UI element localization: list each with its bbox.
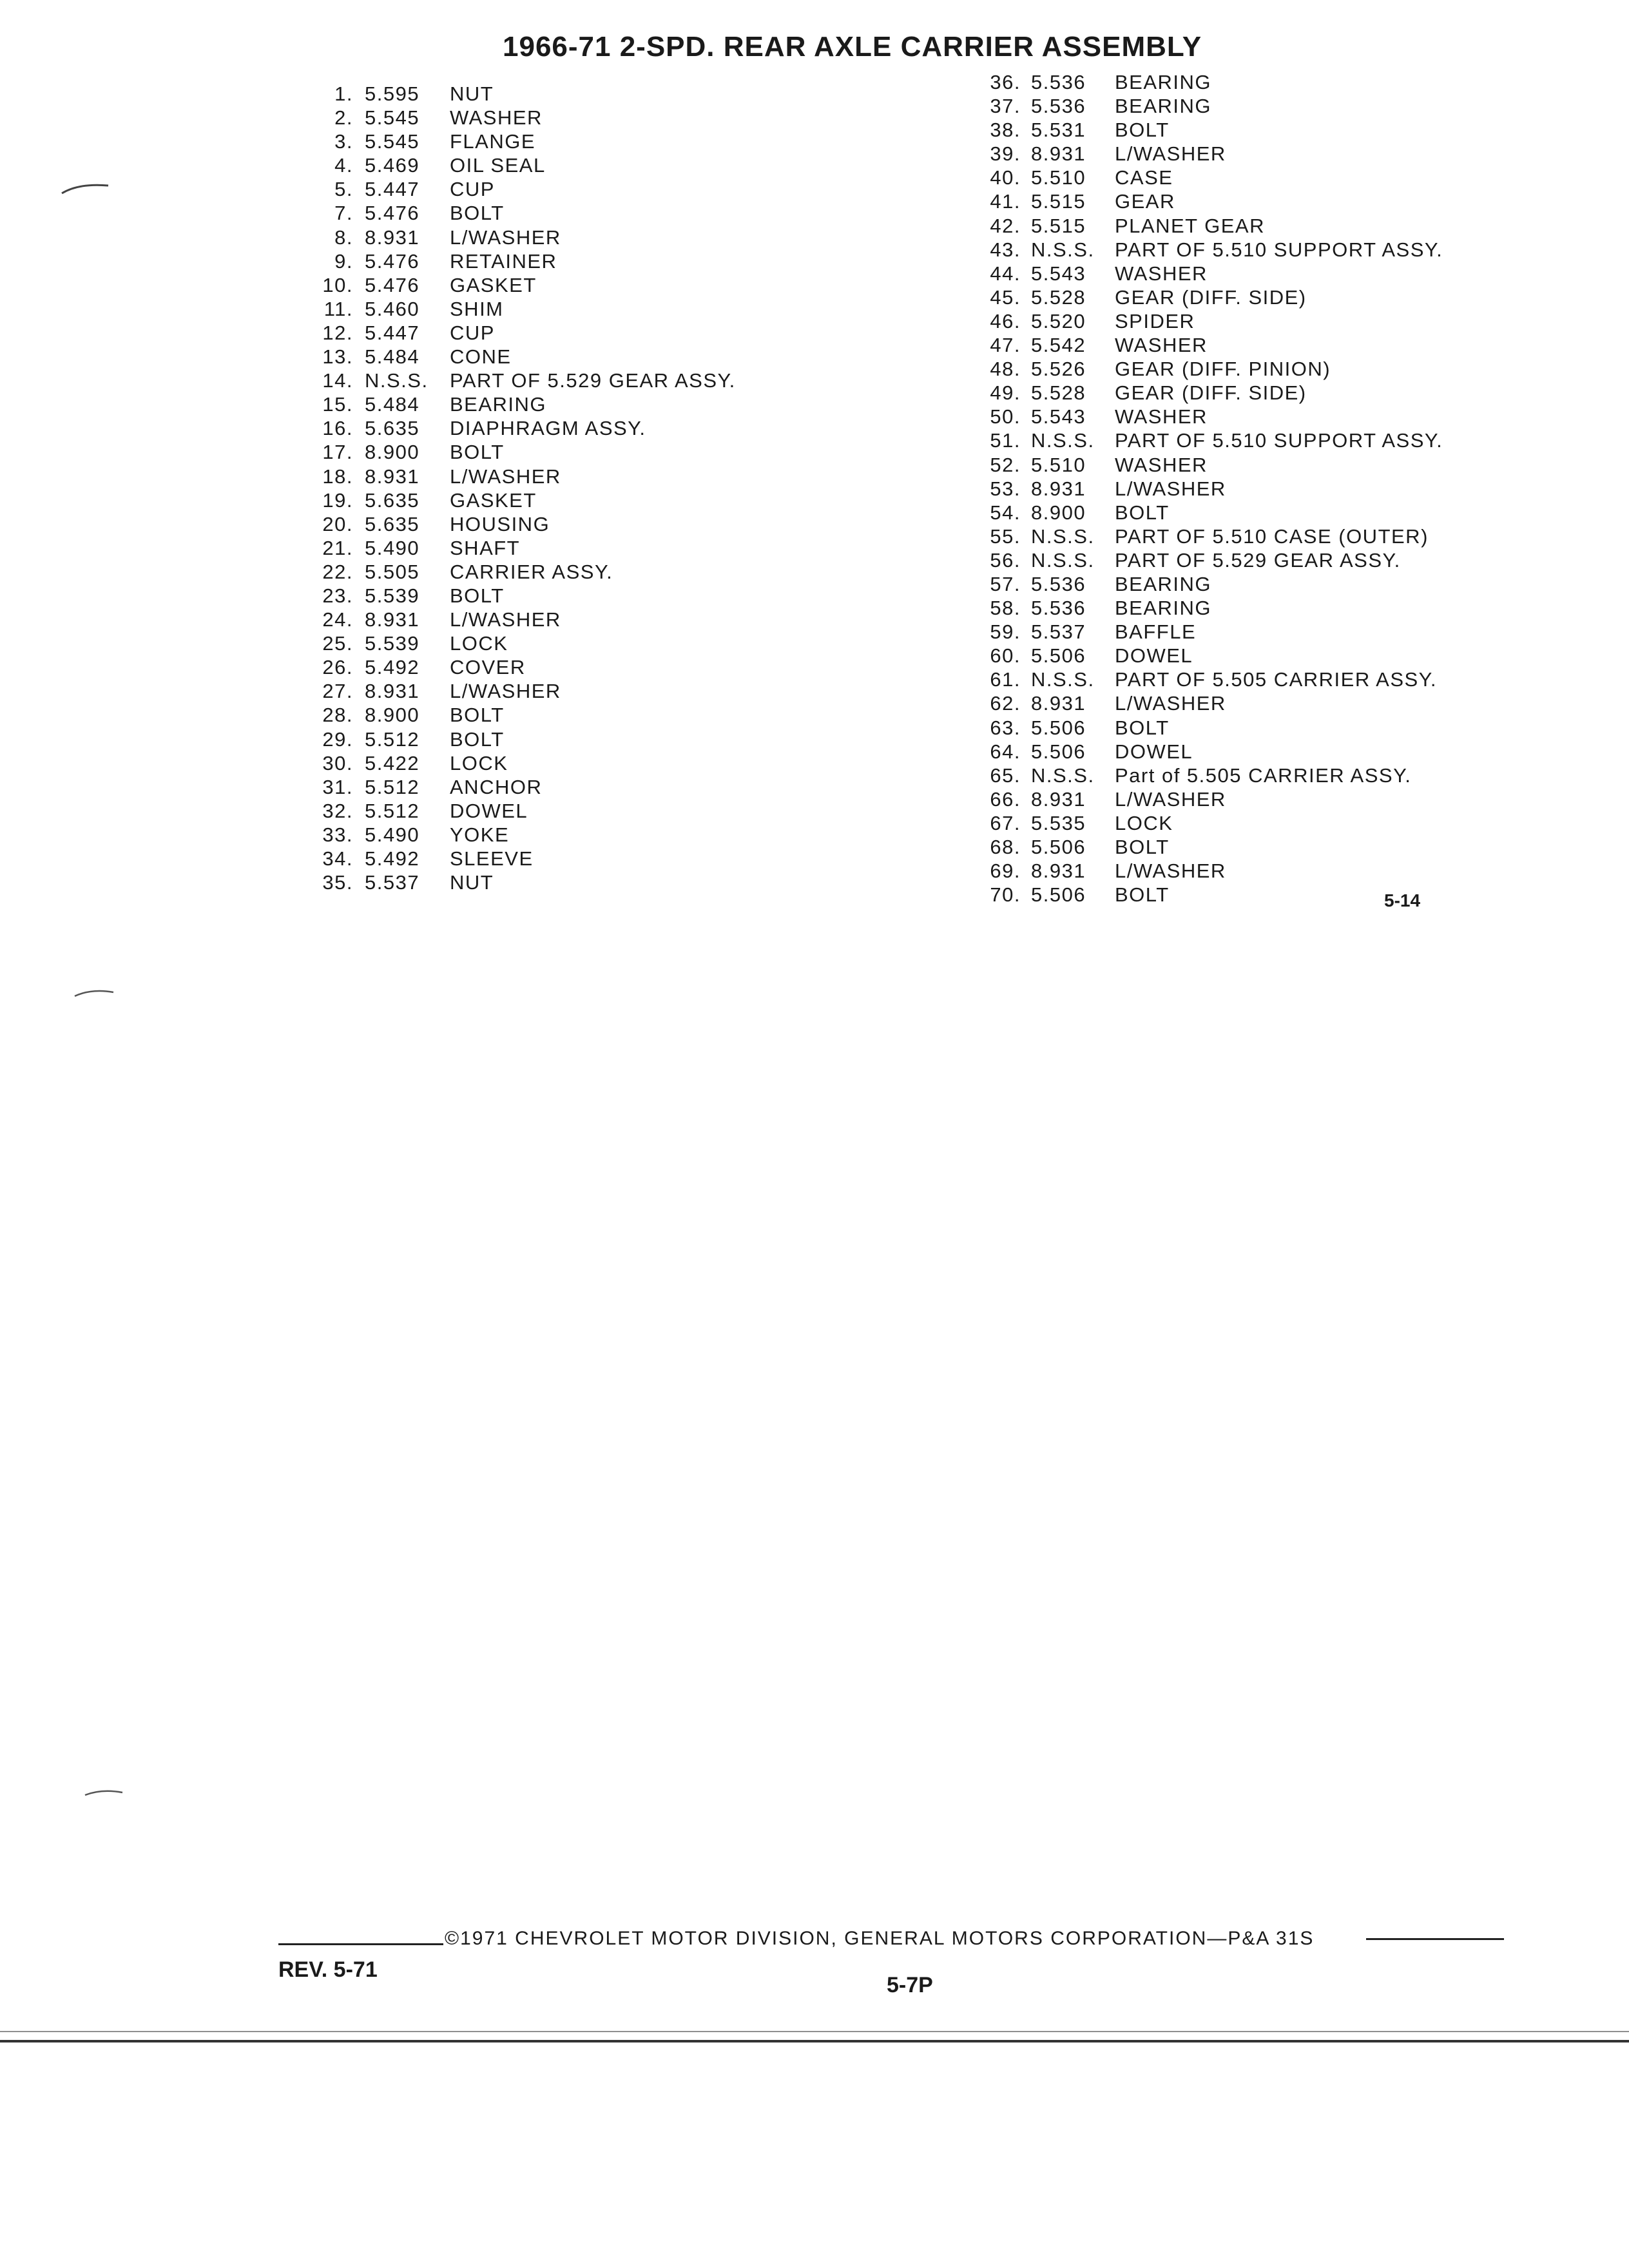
part-code: 5.536 bbox=[1031, 572, 1086, 595]
revision-label: REV. 5-71 bbox=[278, 1957, 378, 1982]
part-code: 5.537 bbox=[365, 871, 420, 894]
part-code: 8.931 bbox=[365, 226, 420, 249]
part-number: 50. bbox=[990, 405, 1021, 428]
part-code: N.S.S. bbox=[365, 369, 429, 392]
part-number: 48. bbox=[990, 358, 1021, 381]
part-code: 5.635 bbox=[365, 488, 420, 512]
part-code: 5.526 bbox=[1031, 358, 1086, 381]
part-code: 8.931 bbox=[1031, 692, 1086, 715]
part-code: 8.931 bbox=[365, 680, 420, 703]
part-description: DOWEL bbox=[1115, 740, 1193, 763]
part-code: 5.506 bbox=[1031, 883, 1086, 907]
part-number: 12. bbox=[322, 321, 353, 344]
part-number: 45. bbox=[990, 285, 1021, 309]
part-code: 5.535 bbox=[1031, 811, 1086, 834]
part-code: 5.539 bbox=[365, 584, 420, 607]
part-number: 46. bbox=[990, 309, 1021, 332]
part-code: 8.931 bbox=[1031, 477, 1086, 500]
part-code: N.S.S. bbox=[1031, 524, 1095, 548]
part-number: 3. bbox=[334, 130, 353, 153]
part-code: N.S.S. bbox=[1031, 668, 1095, 691]
part-code: 5.510 bbox=[1031, 453, 1086, 476]
part-code: 8.900 bbox=[1031, 501, 1086, 524]
part-number: 17. bbox=[322, 441, 353, 464]
part-number: 4. bbox=[334, 154, 353, 177]
part-number: 38. bbox=[990, 119, 1021, 142]
part-number: 19. bbox=[322, 488, 353, 512]
part-number: 11. bbox=[323, 297, 353, 320]
footer-rule-right bbox=[1366, 1938, 1504, 1940]
part-number: 23. bbox=[322, 584, 353, 607]
part-code: 5.539 bbox=[365, 632, 420, 655]
part-code: 8.900 bbox=[365, 441, 420, 464]
part-number: 62. bbox=[990, 692, 1021, 715]
part-number: 14. bbox=[322, 369, 353, 392]
part-code: 5.476 bbox=[365, 249, 420, 273]
part-code: 5.490 bbox=[365, 536, 420, 559]
part-code: 5.531 bbox=[1031, 119, 1086, 142]
part-description: BEARING bbox=[1115, 71, 1212, 93]
part-number: 69. bbox=[990, 860, 1021, 883]
part-description: BOLT bbox=[450, 704, 505, 727]
part-description: BOLT bbox=[450, 727, 505, 751]
part-description: BEARING bbox=[450, 393, 547, 416]
part-description: CUP bbox=[450, 321, 495, 344]
part-number: 21. bbox=[322, 536, 353, 559]
part-number: 64. bbox=[990, 740, 1021, 763]
part-code: 8.931 bbox=[1031, 787, 1086, 811]
copyright-notice: ©1971 CHEVROLET MOTOR DIVISION, GENERAL MOTORS CORPORATION—P&A 31S bbox=[445, 1928, 1315, 1949]
part-number: 43. bbox=[990, 238, 1021, 261]
part-description: SLEEVE bbox=[450, 847, 534, 870]
part-number: 60. bbox=[990, 644, 1021, 668]
part-description: PART OF 5.529 GEAR ASSY. bbox=[450, 369, 736, 392]
part-description: WASHER bbox=[1115, 453, 1208, 476]
punch-mark-bottom bbox=[82, 1786, 134, 1802]
part-description: HOUSING bbox=[450, 512, 550, 535]
part-description: PART OF 5.510 CASE (OUTER) bbox=[1115, 524, 1429, 548]
part-code: 5.543 bbox=[1031, 405, 1086, 428]
part-description: CARRIER ASSY. bbox=[450, 560, 613, 583]
part-description: BOLT bbox=[1115, 501, 1170, 524]
part-number: 57. bbox=[990, 572, 1021, 595]
part-code: 5.492 bbox=[365, 847, 420, 870]
part-description: L/WASHER bbox=[450, 465, 561, 488]
part-number: 63. bbox=[990, 716, 1021, 739]
part-code: 5.506 bbox=[1031, 716, 1086, 739]
part-code: 5.536 bbox=[1031, 71, 1086, 93]
part-code: 5.484 bbox=[365, 345, 420, 369]
part-number: 40. bbox=[990, 166, 1021, 189]
part-description: OIL SEAL bbox=[450, 154, 546, 177]
part-code: 5.506 bbox=[1031, 836, 1086, 858]
part-number: 10. bbox=[322, 273, 353, 296]
part-description: ANCHOR bbox=[450, 775, 543, 798]
part-code: 5.520 bbox=[1031, 309, 1086, 332]
part-description: BOLT bbox=[1115, 883, 1170, 907]
part-code: 5.543 bbox=[1031, 262, 1086, 285]
part-number: 59. bbox=[990, 620, 1021, 644]
part-description: WASHER bbox=[1115, 262, 1208, 285]
part-number: 52. bbox=[990, 453, 1021, 476]
part-code: 5.635 bbox=[365, 512, 420, 535]
part-number: 37. bbox=[990, 95, 1021, 118]
part-code: 5.595 bbox=[365, 82, 420, 105]
part-description: PART OF 5.510 SUPPORT ASSY. bbox=[1115, 429, 1443, 452]
part-description: RETAINER bbox=[450, 249, 557, 273]
part-description: BOLT bbox=[1115, 716, 1170, 739]
part-description: BAFFLE bbox=[1115, 620, 1197, 644]
part-code: 5.484 bbox=[365, 393, 420, 416]
part-description: PART OF 5.529 GEAR ASSY. bbox=[1115, 548, 1401, 572]
part-description: SPIDER bbox=[1115, 309, 1195, 332]
part-code: 5.447 bbox=[365, 321, 420, 344]
part-code: N.S.S. bbox=[1031, 238, 1095, 261]
part-description: L/WASHER bbox=[450, 226, 561, 249]
part-number: 16. bbox=[322, 417, 353, 440]
part-description: BOLT bbox=[450, 584, 505, 607]
part-code: 5.512 bbox=[365, 775, 420, 798]
part-description: LOCK bbox=[1115, 811, 1173, 834]
part-description: LOCK bbox=[450, 751, 508, 774]
part-code: 5.545 bbox=[365, 130, 420, 153]
part-code: 8.931 bbox=[1031, 142, 1086, 166]
part-code: 5.528 bbox=[1031, 381, 1086, 405]
part-description: BEARING bbox=[1115, 95, 1212, 118]
part-number: 41. bbox=[990, 190, 1021, 213]
part-description: DOWEL bbox=[450, 799, 528, 822]
part-description: L/WASHER bbox=[450, 680, 561, 703]
part-number: 24. bbox=[322, 608, 353, 631]
part-code: N.S.S. bbox=[1031, 548, 1095, 572]
part-number: 1. bbox=[334, 82, 353, 105]
punch-mark-top bbox=[59, 182, 111, 197]
part-code: 5.492 bbox=[365, 656, 420, 679]
page-number: 5-7P bbox=[887, 1973, 933, 1997]
part-code: N.S.S. bbox=[1031, 429, 1095, 452]
part-number: 9. bbox=[334, 249, 353, 273]
part-description: WASHER bbox=[1115, 405, 1208, 428]
part-number: 55. bbox=[990, 524, 1021, 548]
part-number: 44. bbox=[990, 262, 1021, 285]
part-code: 5.505 bbox=[365, 560, 420, 583]
punch-mark-middle bbox=[72, 986, 124, 1001]
part-number: 26. bbox=[322, 656, 353, 679]
part-number: 65. bbox=[990, 764, 1021, 787]
part-code: 5.506 bbox=[1031, 740, 1086, 763]
part-number: 15. bbox=[322, 393, 353, 416]
part-description: CASE bbox=[1115, 166, 1173, 189]
part-code: 5.476 bbox=[365, 202, 420, 225]
part-description: L/WASHER bbox=[450, 608, 561, 631]
part-description: DOWEL bbox=[1115, 644, 1193, 668]
part-number: 33. bbox=[322, 823, 353, 846]
part-description: BOLT bbox=[1115, 119, 1170, 142]
part-number: 53. bbox=[990, 477, 1021, 500]
part-code: 5.490 bbox=[365, 823, 420, 846]
part-code: 5.512 bbox=[365, 799, 420, 822]
part-code: 5.515 bbox=[1031, 190, 1086, 213]
footer-rule-left bbox=[278, 1943, 443, 1945]
part-description: L/WASHER bbox=[1115, 477, 1226, 500]
part-number: 61. bbox=[990, 668, 1021, 691]
part-code: 8.900 bbox=[365, 704, 420, 727]
part-code: 5.545 bbox=[365, 106, 420, 130]
part-code: 5.536 bbox=[1031, 95, 1086, 118]
part-code: 5.510 bbox=[1031, 166, 1086, 189]
part-code: 5.635 bbox=[365, 417, 420, 440]
part-number: 39. bbox=[990, 142, 1021, 166]
part-number: 18. bbox=[322, 465, 353, 488]
part-number: 28. bbox=[322, 704, 353, 727]
part-description: SHIM bbox=[450, 297, 504, 320]
part-number: 68. bbox=[990, 836, 1021, 858]
part-number: 58. bbox=[990, 597, 1021, 620]
part-description: GEAR bbox=[1115, 190, 1175, 213]
part-number: 54. bbox=[990, 501, 1021, 524]
part-number: 13. bbox=[322, 345, 353, 369]
part-description: Part of 5.505 CARRIER ASSY. bbox=[1115, 764, 1412, 787]
part-number: 30. bbox=[322, 751, 353, 774]
part-number: 51. bbox=[990, 429, 1021, 452]
part-description: L/WASHER bbox=[1115, 692, 1226, 715]
part-description: NUT bbox=[450, 871, 494, 894]
part-number: 42. bbox=[990, 214, 1021, 237]
part-description: DIAPHRAGM ASSY. bbox=[450, 417, 646, 440]
page-title: 1966-71 2-SPD. REAR AXLE CARRIER ASSEMBLY bbox=[503, 31, 1202, 62]
part-number: 34. bbox=[322, 847, 353, 870]
figure-reference: 5-14 bbox=[1384, 890, 1421, 910]
part-code: 5.506 bbox=[1031, 644, 1086, 668]
part-description: SHAFT bbox=[450, 536, 521, 559]
part-number: 56. bbox=[990, 548, 1021, 572]
part-number: 20. bbox=[322, 512, 353, 535]
part-description: FLANGE bbox=[450, 130, 536, 153]
part-number: 5. bbox=[334, 178, 353, 201]
part-description: GASKET bbox=[450, 273, 537, 296]
part-number: 67. bbox=[990, 811, 1021, 834]
part-description: PART OF 5.510 SUPPORT ASSY. bbox=[1115, 238, 1443, 261]
part-code: 5.515 bbox=[1031, 214, 1086, 237]
part-description: LOCK bbox=[450, 632, 508, 655]
part-code: 8.931 bbox=[365, 608, 420, 631]
part-code: 8.931 bbox=[1031, 860, 1086, 883]
part-number: 22. bbox=[322, 560, 353, 583]
part-number: 27. bbox=[322, 680, 353, 703]
part-number: 29. bbox=[322, 727, 353, 751]
part-description: L/WASHER bbox=[1115, 142, 1226, 166]
part-description: L/WASHER bbox=[1115, 787, 1226, 811]
part-number: 47. bbox=[990, 334, 1021, 357]
part-code: N.S.S. bbox=[1031, 764, 1095, 787]
part-description: BEARING bbox=[1115, 597, 1212, 620]
part-number: 66. bbox=[990, 787, 1021, 811]
part-code: 5.536 bbox=[1031, 597, 1086, 620]
part-description: GEAR (DIFF. PINION) bbox=[1115, 358, 1331, 381]
part-description: BOLT bbox=[1115, 836, 1170, 858]
part-code: 5.460 bbox=[365, 297, 420, 320]
part-number: 31. bbox=[322, 775, 353, 798]
part-code: 5.422 bbox=[365, 751, 420, 774]
part-number: 8. bbox=[334, 226, 353, 249]
part-description: BEARING bbox=[1115, 572, 1212, 595]
bottom-rule-thin bbox=[0, 2031, 1629, 2032]
part-description: NUT bbox=[450, 82, 494, 105]
part-code: 5.542 bbox=[1031, 334, 1086, 357]
part-description: GEAR (DIFF. SIDE) bbox=[1115, 285, 1307, 309]
part-description: WASHER bbox=[450, 106, 543, 130]
part-description: CONE bbox=[450, 345, 512, 369]
part-code: 5.512 bbox=[365, 727, 420, 751]
part-number: 2. bbox=[334, 106, 353, 130]
part-description: BOLT bbox=[450, 441, 505, 464]
bottom-rule-thick bbox=[0, 2040, 1629, 2042]
part-code: 5.447 bbox=[365, 178, 420, 201]
part-description: BOLT bbox=[450, 202, 505, 225]
part-code: 5.476 bbox=[365, 273, 420, 296]
part-description: PLANET GEAR bbox=[1115, 214, 1266, 237]
part-description: L/WASHER bbox=[1115, 860, 1226, 883]
part-number: 35. bbox=[322, 871, 353, 894]
part-description: YOKE bbox=[450, 823, 510, 846]
part-number: 25. bbox=[322, 632, 353, 655]
part-number: 32. bbox=[322, 799, 353, 822]
part-code: 5.528 bbox=[1031, 285, 1086, 309]
part-description: PART OF 5.505 CARRIER ASSY. bbox=[1115, 668, 1437, 691]
part-number: 70. bbox=[990, 883, 1021, 907]
part-number: 7. bbox=[334, 202, 353, 225]
part-description: GASKET bbox=[450, 488, 537, 512]
part-code: 5.537 bbox=[1031, 620, 1086, 644]
part-code: 5.469 bbox=[365, 154, 420, 177]
part-number: 49. bbox=[990, 381, 1021, 405]
part-code: 8.931 bbox=[365, 465, 420, 488]
part-number: 36. bbox=[990, 71, 1021, 93]
part-description: GEAR (DIFF. SIDE) bbox=[1115, 381, 1307, 405]
part-description: COVER bbox=[450, 656, 526, 679]
part-description: CUP bbox=[450, 178, 495, 201]
part-description: WASHER bbox=[1115, 334, 1208, 357]
